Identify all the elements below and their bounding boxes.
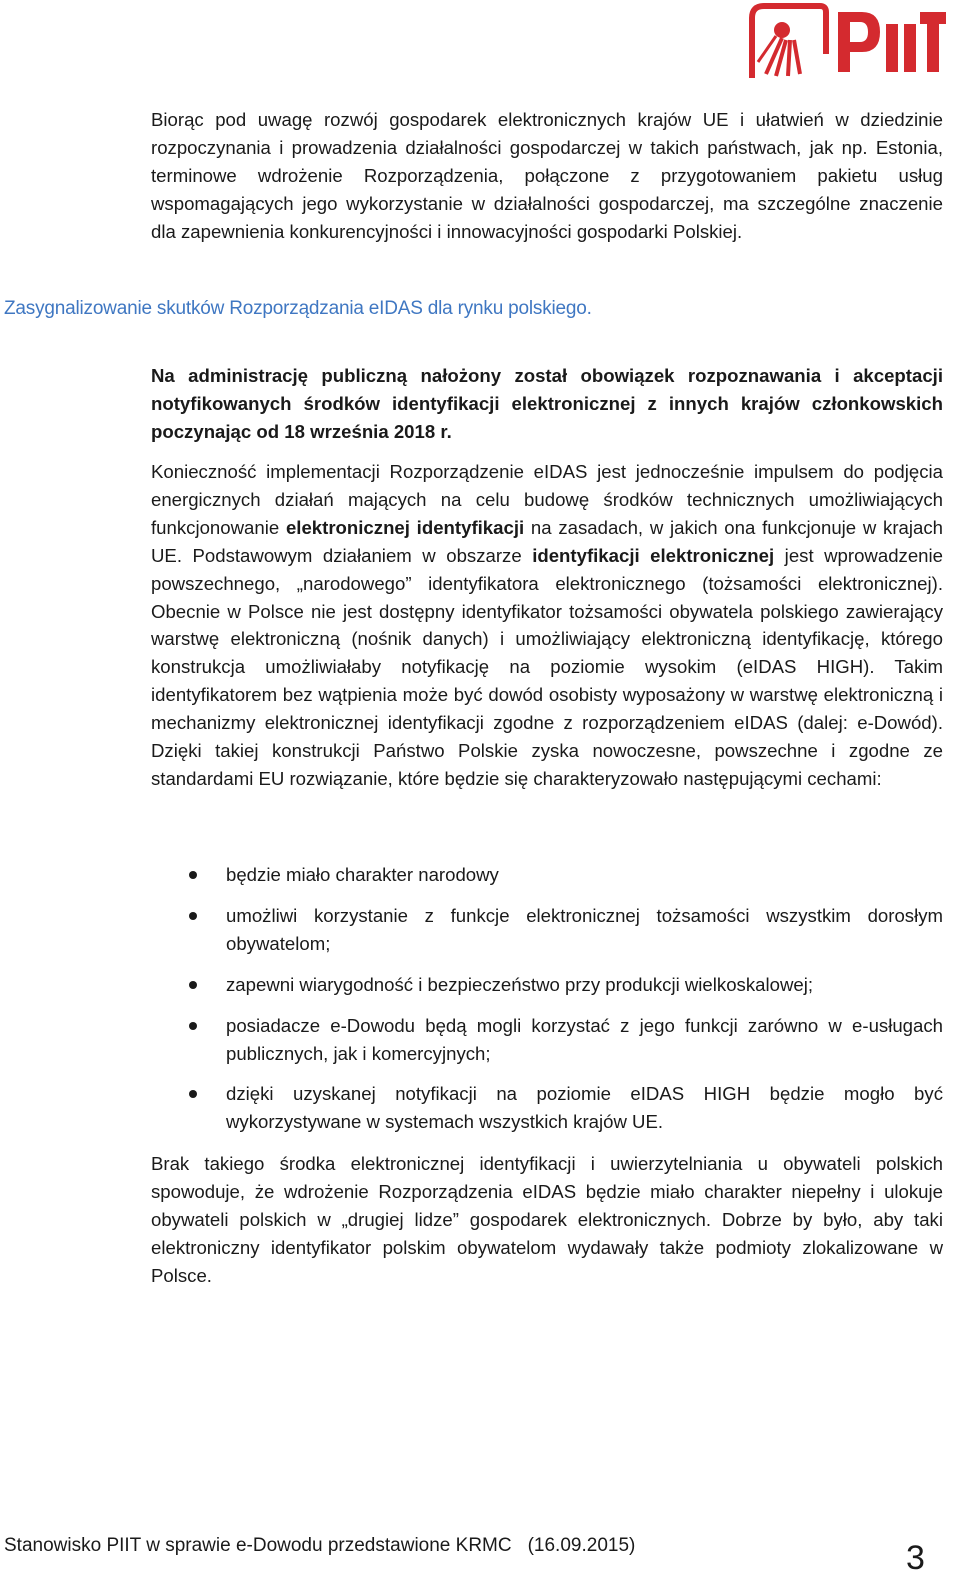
- list-item: [151, 1080, 943, 1136]
- features-list: [151, 861, 943, 1149]
- intro-section: [151, 106, 943, 246]
- piit-logo: [746, 2, 946, 82]
- main-paragraph: [151, 458, 943, 793]
- main-text-part2: na zasadach, w jakich ona funkcjonuje w krajach UE. Podstawowym działaniem w obszarze: [151, 516, 943, 566]
- main-text-part3: jest wprowadzenie powszechnego, „narodowego” identyfikatora elektronicznego (tożsamości elektronicznej). Obecnie w Polsce nie jest dostępny identyfikator tożsamości obywatela polskiego zawierający warstwę elektroniczną (nośnik danych) i umożliwiający elektroniczną identyfikację, którego konstrukcja umożliwiałaby notyfikację na poziomie wysokim (eIDAS HIGH). Takim identyfikatorem bez wątpienia może być dowód osobisty wyposażony w warstwę elektroniczną i mechanizmy elektronicznej identyfikacji zgodne z rozporządzeniem eIDAS (dalej: e-Dowód). Dzięki takiej konstrukcji Państwo Polskie zyska nowoczesne, powszechne i zgodne ze standardami EU rozwiązanie, które będzie się charakteryzowało następującymi cechami:: [151, 544, 943, 789]
- intro-paragraph: Biorąc pod uwagę rozwój gospodarek elektronicznych krajów UE i ułatwień w dziedzinie rozpoczynania i prowadzenia działalności gospodarczej w takich państwach, jak np. Estonia, terminowe wdrożenie Rozporządzenia, połączone z przygotowaniem pakietu usług wspomagających jego wykorzystanie w działalności gospodarczej, ma szczególne znaczenie dla zapewnienia konkurencyjności i innowacyjności gospodarki Polskiej.: [151, 109, 943, 242]
- section-heading: Zasygnalizowanie skutków Rozporządzania eIDAS dla rynku polskiego.: [4, 298, 592, 319]
- bold-statement: Na administrację publiczną nałożony został obowiązek rozpoznawania i akceptacji notyfikowanych środków identyfikacji elektronicznej z innych krajów członkowskich poczynając od 18 września 2018 r.: [151, 365, 943, 442]
- bullet-icon: [189, 912, 197, 920]
- list-item: [151, 902, 943, 958]
- footer-text: Stanowisko PIIT w sprawie e-Dowodu przedstawione KRMC: [4, 1535, 512, 1556]
- list-item-text: umożliwi korzystanie z funkcje elektronicznej tożsamości wszystkim dorosłym obywatelom;: [226, 904, 943, 954]
- main-bold-1: elektronicznej identyfikacji: [285, 516, 525, 538]
- main-bold-2: identyfikacji elektronicznej: [532, 544, 775, 566]
- bullet-icon: [189, 1022, 197, 1030]
- bullet-icon: [189, 871, 197, 879]
- main-text-part1: Konieczność implementacji Rozporządzenie eIDAS jest jednocześnie impulsem do podjęcia energicznych działań mających na celu budowę środków technicznych umożliwiających funkcjonowanie: [151, 461, 943, 538]
- footer-date: (16.09.2015): [527, 1535, 636, 1556]
- list-item-text: będzie miało charakter narodowy: [226, 864, 499, 885]
- bullet-icon: [189, 1090, 197, 1098]
- logo-text: [746, 82, 747, 83]
- piit-logo-icon: [746, 2, 946, 82]
- list-item-text: zapewni wiarygodność i bezpieczeństwo przy produkcji wielkoskalowej;: [226, 973, 814, 995]
- page-number: 3: [906, 1539, 925, 1577]
- list-item: [151, 1012, 943, 1068]
- bullet-icon: [189, 981, 197, 989]
- list-item-text: dzięki uzyskanej notyfikacji na poziomie eIDAS HIGH będzie mogło być wykorzystywane w systemach wszystkich krajów UE.: [226, 1083, 943, 1133]
- page-footer: [4, 1532, 635, 1560]
- list-item: [151, 861, 943, 889]
- list-item-text: posiadacze e-Dowodu będą mogli korzystać z jego funkcji zarówno w e-usługach publicznych, jak i komercyjnych;: [226, 1014, 943, 1064]
- closing-paragraph: Brak takiego środka elektronicznej identyfikacji i uwierzytelniania u obywateli polskich spowoduje, że wdrożenie Rozporządzenia eIDAS będzie miało charakter niepełny i ulokuje obywateli polskich w „drugiej lidze” gospodarek elektronicznych. Dobrze by było, aby taki elektroniczny identyfikator polskim obywatelom wydawały także podmioty zlokalizowane w Polsce.: [151, 1153, 943, 1286]
- list-item: [151, 971, 943, 999]
